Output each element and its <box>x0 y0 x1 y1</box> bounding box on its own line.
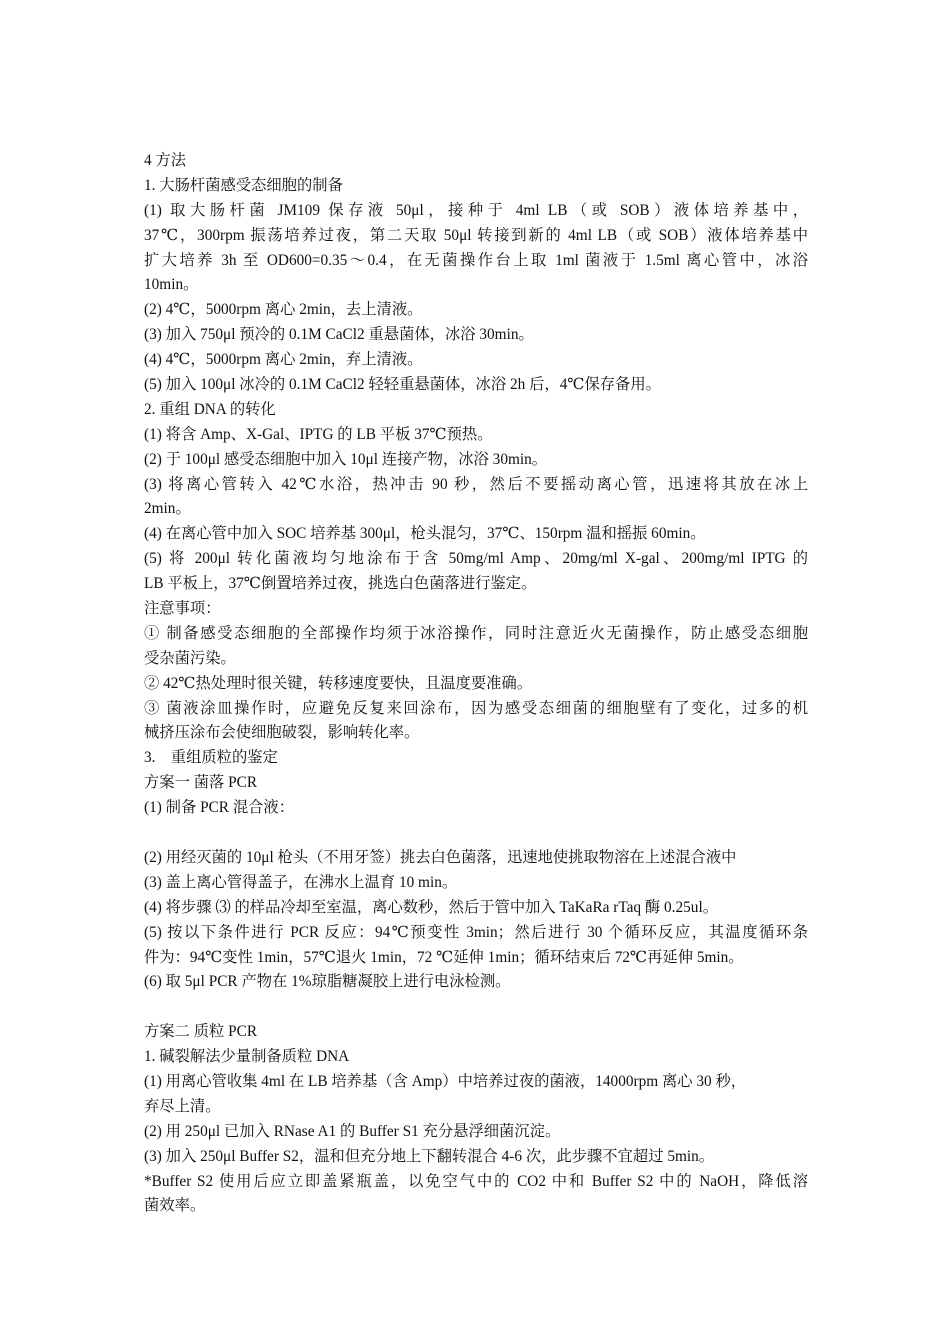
text-line: ② 42℃热处理时很关键，转移速度要快，且温度要准确。 <box>144 674 533 692</box>
text-line: 4 方法 <box>144 152 187 169</box>
text-line: (2) 用经灭菌的 10μl 枪头（不用牙签）挑去白色菌落，迅速地使挑取物溶在上述混合液中 <box>144 848 737 866</box>
text-line: 菌效率。 <box>144 1197 206 1215</box>
text-line: (1) 用离心管收集 4ml 在 LB 培养基（含 Amp）中培养过夜的菌液，14000rpm 离心 30 秒， <box>144 1072 747 1090</box>
text-line: 2. 重组 DNA 的转化 <box>144 400 276 418</box>
text-line: 37℃，300rpm 振荡培养过夜，第二天取 50μl 转接到新的 4ml LB（或 SOB）液体培养基中 <box>144 226 808 244</box>
text-line: (1) 取大肠杆菌 JM109 保存液 50μl，接种于 4ml LB（或 SOB）液体培养基中， <box>144 201 808 219</box>
text-line: (4) 在离心管中加入 SOC 培养基 300μl，枪头混匀，37℃、150rpm 温和摇振 60min。 <box>144 525 706 543</box>
blank-line <box>144 995 808 1020</box>
text-line: (4) 4℃，5000rpm 离心 2min，弃上清液。 <box>144 351 423 369</box>
text-line: 2min。 <box>144 500 191 518</box>
text-line: 10min。 <box>144 276 199 294</box>
text-line: 注意事项： <box>144 600 221 618</box>
text-line: LB 平板上，37℃倒置培养过夜，挑选白色菌落进行鉴定。 <box>144 575 537 593</box>
text-line: 械挤压涂布会使细胞破裂，影响转化率。 <box>144 724 420 742</box>
text-line: (3) 将离心管转入 42℃水浴，热冲击 90 秒，然后不要摇动离心管，迅速将其放在冰上 <box>144 475 808 493</box>
text-line: 1. 碱裂解法少量制备质粒 DNA <box>144 1048 350 1066</box>
text-line: (5) 加入 100μl 冰冷的 0.1M CaCl2 轻轻重悬菌体，冰浴 2h 后，4℃保存备用。 <box>144 376 661 394</box>
text-line: (2) 4℃，5000rpm 离心 2min，去上清液。 <box>144 301 423 319</box>
text-line: (5) 按以下条件进行 PCR 反应：94℃预变性 3min；然后进行 30 个循环反应，其温度循环条 <box>144 923 808 941</box>
text-line: ③ 菌液涂皿操作时，应避免反复来回涂布，因为感受态细菌的细胞壁有了变化，过多的机 <box>144 699 808 717</box>
text-line: 3. 重组质粒的鉴定 <box>144 749 278 767</box>
text-line: 受杂菌污染。 <box>144 649 236 667</box>
text-line: (5) 将 200μl 转化菌液均匀地涂布于含 50mg/ml Amp、20mg/ml X-gal、200mg/ml IPTG 的 <box>144 550 808 568</box>
text-line: 弃尽上清。 <box>144 1097 221 1115</box>
text-line: (1) 制备 PCR 混合液： <box>144 799 295 817</box>
text-line: (6) 取 5μl PCR 产物在 1%琼脂糖凝胶上进行电泳检测。 <box>144 973 511 991</box>
text-line: (4) 将步骤 ⑶ 的样品冷却至室温，离心数秒，然后于管中加入 TaKaRa rTaq 酶 0.25ul。 <box>144 898 718 916</box>
text-line: *Buffer S2 使用后应立即盖紧瓶盖，以免空气中的 CO2 中和 Buffer S2 中的 NaOH，降低溶 <box>144 1172 808 1190</box>
text-line: (3) 加入 250μl Buffer S2，温和但充分地上下翻转混合 4-6 次，此步骤不宜超过 5min。 <box>144 1147 715 1165</box>
text-line: (3) 盖上离心管得盖子，在沸水上温育 10 min。 <box>144 873 458 891</box>
document-page <box>144 149 808 1219</box>
text-line: (1) 将含 Amp、X-Gal、IPTG 的 LB 平板 37℃预热。 <box>144 425 493 443</box>
text-line: (2) 于 100μl 感受态细胞中加入 10μl 连接产物，冰浴 30min。 <box>144 450 548 468</box>
text-line: 扩大培养 3h 至 OD600=0.35～0.4，在无菌操作台上取 1ml 菌液于 1.5ml 离心管中，冰浴 <box>144 251 808 269</box>
text-line: 1. 大肠杆菌感受态细胞的制备 <box>144 176 343 194</box>
text-line: (3) 加入 750μl 预冷的 0.1M CaCl2 重悬菌体，冰浴 30min。 <box>144 326 534 344</box>
text-line: 件为：94℃变性 1min，57℃退火 1min，72 ℃延伸 1min；循环结束后 72℃再延伸 5min。 <box>144 948 744 966</box>
text-line: ① 制备感受态细胞的全部操作均须于冰浴操作，同时注意近火无菌操作，防止感受态细胞 <box>144 624 808 642</box>
text-line: 方案一 菌落 PCR <box>144 774 258 792</box>
text-line: (2) 用 250μl 已加入 RNase A1 的 Buffer S1 充分悬浮细菌沉淀。 <box>144 1122 561 1140</box>
blank-line <box>144 821 808 846</box>
text-line: 方案二 质粒 PCR <box>144 1023 258 1041</box>
